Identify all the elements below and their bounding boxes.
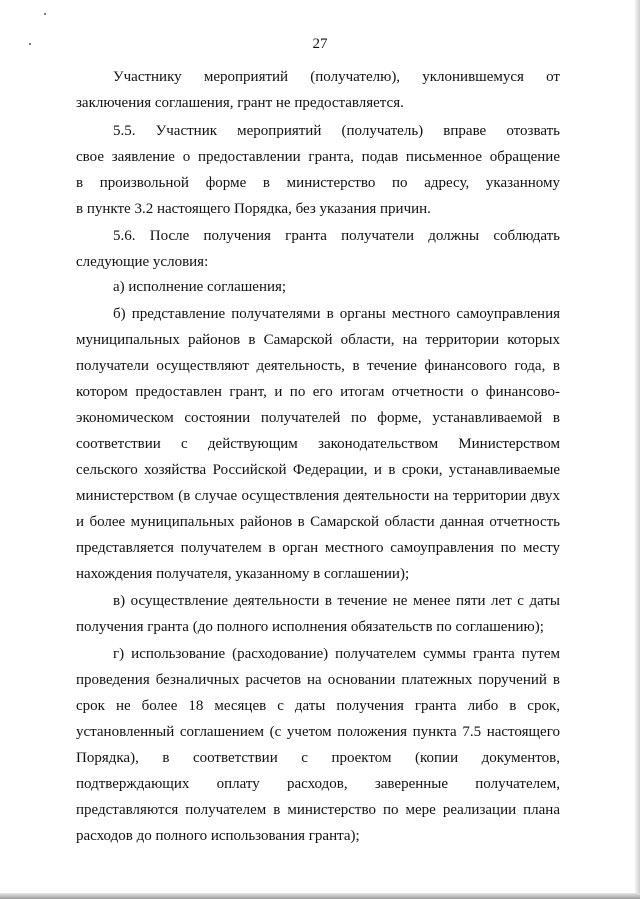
text-line: соответствии с действующим законодательством Министерством xyxy=(76,436,560,452)
text-line: представляется получателем в орган местного самоуправления по месту xyxy=(76,540,560,556)
text-line: в произвольной форме в министерство по адресу, указанному xyxy=(76,175,560,191)
text-line: котором предоставлен грант, и по его итогам отчетности о финансово- xyxy=(76,384,560,400)
text-line: министерством (в случае осуществления деятельности на территории двух xyxy=(76,488,560,504)
page-number: 27 xyxy=(312,36,328,52)
text-line: нахождения получателя, указанному в соглашении); xyxy=(76,566,410,582)
text-line: проведения безналичных расчетов на основании платежных поручений в xyxy=(76,672,560,688)
text-line: 5.5. Участник мероприятий (получатель) вправе отозвать xyxy=(113,123,560,139)
text-line: муниципальных районов в Самарской области, на территории которых xyxy=(76,332,560,348)
text-line: в пункте 3.2 настоящего Порядка, без указания причин. xyxy=(76,201,431,217)
scan-bottom-edge xyxy=(0,893,640,899)
text-line: и более муниципальных районов в Самарской области данная отчетность xyxy=(76,514,560,530)
text-line: в) осуществление деятельности в течение не менее пяти лет с даты xyxy=(113,593,560,609)
text-line: получатели осуществляют деятельность, в течение финансового года, в xyxy=(76,358,560,374)
text-line: следующие условия: xyxy=(76,254,209,270)
scan-speck xyxy=(44,13,46,15)
text-line: заключения соглашения, грант не предоставляется. xyxy=(76,95,404,111)
text-line: подтверждающих оплату расходов, заверенные получателем, xyxy=(76,776,560,792)
text-line: Порядка), в соответствии с проектом (копии документов, xyxy=(76,750,560,766)
text-line: г) использование (расходование) получателем суммы гранта путем xyxy=(113,646,560,662)
text-line: экономическом состоянии получателей по форме, устанавливаемой в xyxy=(76,410,560,426)
text-line: сельского хозяйства Российской Федерации, и в сроки, устанавливаемые xyxy=(76,462,560,478)
text-line: получения гранта (до полного исполнения обязательств по соглашению); xyxy=(76,619,544,635)
text-line: установленный соглашением (с учетом положения пункта 7.5 настоящего xyxy=(76,724,560,740)
text-line: представляются получателем в министерство по мере реализации плана xyxy=(76,802,560,818)
scan-right-edge xyxy=(635,0,640,899)
text-line: 5.6. После получения гранта получатели должны соблюдать xyxy=(113,228,560,244)
text-line: расходов до полного использования гранта); xyxy=(76,828,360,844)
text-line: б) представление получателями в органы местного самоуправления xyxy=(113,306,560,322)
text-line: свое заявление о предоставлении гранта, подав письменное обращение xyxy=(76,149,560,165)
text-line: срок не более 18 месяцев с даты получения гранта либо в срок, xyxy=(76,698,560,714)
text-line: Участнику мероприятий (получателю), уклонившемуся от xyxy=(113,69,560,85)
text-line: а) исполнение соглашения; xyxy=(113,279,287,295)
